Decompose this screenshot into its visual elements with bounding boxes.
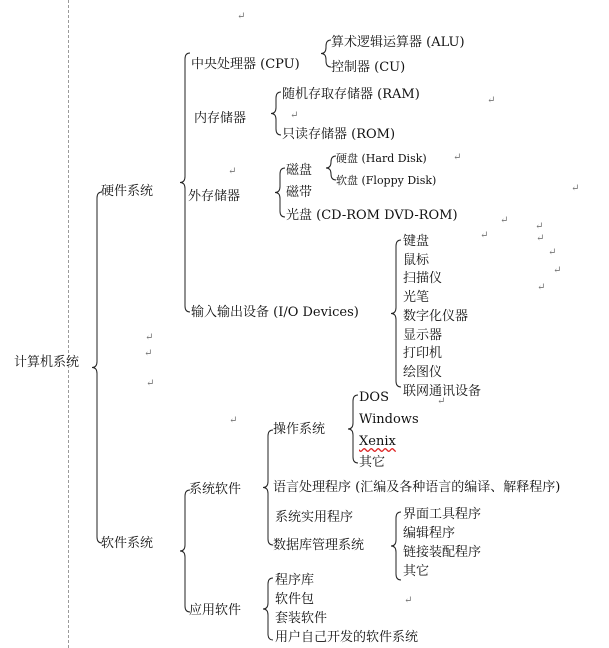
return-mark-18: ↵: [500, 215, 509, 226]
return-mark-10: ↵: [537, 282, 546, 293]
brace-internal-memory: [271, 92, 281, 135]
node-os-dos: DOS: [359, 390, 389, 405]
node-io-item-5: 显示器: [403, 327, 443, 343]
return-mark-0: ↵: [237, 11, 246, 22]
node-io-item-8: 联网通讯设备: [403, 383, 482, 399]
brace-io: [391, 240, 401, 387]
node-dbms-item-3: 其它: [403, 564, 430, 579]
return-mark-7: ↵: [536, 233, 545, 244]
node-hard-disk: 硬盘 (Hard Disk): [336, 152, 427, 165]
node-cpu: 中央处理器 (CPU): [191, 57, 300, 72]
node-dbms-item-1: 编辑程序: [403, 526, 456, 541]
node-app-item-2: 套装软件: [275, 611, 328, 626]
node-rom: 只读存储器 (ROM): [282, 127, 396, 142]
node-io-item-6: 打印机: [403, 346, 443, 362]
node-os: 操作系统: [273, 422, 326, 437]
node-system-software: 系统软件: [189, 482, 242, 497]
node-utilities: 系统实用程序: [275, 510, 354, 525]
return-mark-11: ↵: [145, 332, 154, 343]
node-magnetic-disk: 磁盘: [286, 163, 313, 178]
brace-application-software: [263, 578, 273, 640]
node-os-other: 其它: [359, 455, 386, 470]
brace-external-memory: [275, 168, 285, 217]
node-cu: 控制器 (CU): [331, 60, 406, 75]
node-external-memory: 外存储器: [188, 189, 241, 204]
node-os-windows: Windows: [359, 412, 419, 427]
brace-magnetic-disk: [326, 156, 336, 180]
return-mark-6: ↵: [535, 221, 544, 232]
node-alu: 算术逻辑运算器 (ALU): [331, 35, 465, 50]
node-io-item-1: 鼠标: [403, 252, 430, 268]
return-mark-1: ↵: [487, 95, 496, 106]
node-dbms: 数据库管理系统: [273, 538, 365, 553]
node-language-processor: 语言处理程序 (汇编及各种语言的编译、解释程序): [273, 480, 561, 495]
node-optical-disk: 光盘 (CD-ROM DVD-ROM): [286, 208, 458, 223]
node-internal-memory: 内存储器: [194, 111, 247, 126]
return-mark-2: ↵: [290, 110, 299, 121]
node-dbms-item-2: 链接装配程序: [403, 545, 482, 560]
node-tape: 磁带: [286, 185, 313, 200]
return-mark-5: ↵: [571, 183, 580, 194]
return-mark-13: ↵: [146, 378, 155, 389]
node-floppy-disk: 软盘 (Floppy Disk): [336, 174, 437, 187]
node-root: 计算机系统: [14, 355, 80, 370]
node-ram: 随机存取存储器 (RAM): [282, 87, 420, 102]
node-app-item-1: 软件包: [275, 592, 315, 607]
node-dbms-item-0: 界面工具程序: [403, 507, 482, 522]
brace-cpu: [321, 40, 331, 67]
node-app-item-3: 用户自己开发的软件系统: [275, 630, 419, 645]
return-mark-17: ↵: [480, 230, 489, 241]
node-app-item-0: 程序库: [275, 573, 315, 588]
node-io-devices: 输入输出设备 (I/O Devices): [191, 305, 359, 320]
node-hardware: 硬件系统: [101, 184, 154, 199]
return-mark-8: ↵: [548, 247, 557, 258]
brace-os: [348, 395, 358, 463]
return-mark-12: ↵: [144, 348, 153, 359]
brace-system-software: [263, 430, 273, 545]
node-io-item-3: 光笔: [403, 290, 430, 306]
brace-software: [180, 490, 190, 612]
brace-root: [92, 192, 102, 543]
node-io-item-4: 数字化仪器: [403, 308, 469, 324]
return-mark-14: ↵: [229, 415, 238, 426]
return-mark-9: ↵: [553, 265, 562, 276]
return-mark-3: ↵: [228, 166, 237, 177]
return-mark-15: ↵: [437, 396, 446, 407]
node-application-software: 应用软件: [189, 603, 242, 618]
brace-hardware: [180, 53, 190, 312]
return-mark-4: ↵: [453, 152, 462, 163]
node-io-item-7: 绘图仪: [403, 364, 443, 380]
brace-dbms: [391, 512, 401, 580]
node-software: 软件系统: [101, 536, 154, 551]
node-io-item-0: 键盘: [403, 234, 430, 249]
node-io-item-2: 扫描仪: [403, 271, 443, 287]
node-os-xenix: Xenix: [359, 434, 396, 449]
return-mark-16: ↵: [404, 595, 413, 606]
